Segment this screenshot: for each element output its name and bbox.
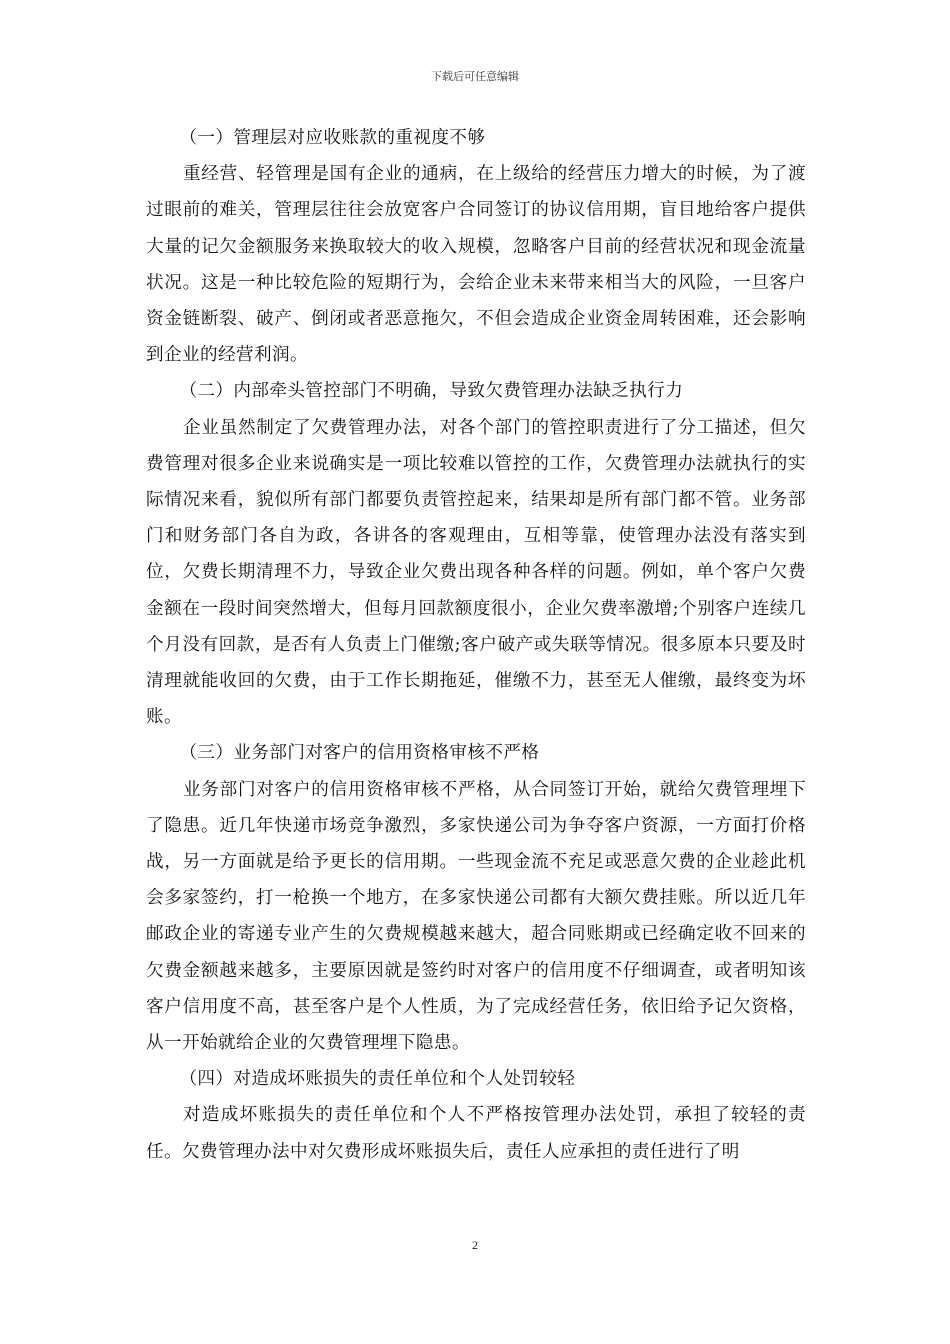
section-heading-3: （三）业务部门对客户的信用资格审核不严格 <box>179 743 540 764</box>
page-number: 2 <box>472 1238 478 1252</box>
section-paragraph-2: 企业虽然制定了欠费管理办法，对各个部门的管控职责进行了分工描述，但欠费管理对很多企业来说确实是一项比较难以管控的工作，欠费管理办法就执行的实际情况来看，貌似所有部门都要负责管控起来，结果却是所有部门都不管。业务部门和财务部门各自为政，各讲各的客观理由，互相等靠，使管理办法没有落实到位，欠费长期清理不力，导致企业欠费出现各种各样的问题。例如，单个客户欠费金额在一段时间突然增大，但每月回款额度很小，企业欠费率激增;个别客户连续几个月没有回款，是否有人负责上门催缴;客户破产或失联等情况。很多原本只要及时清理就能收回的欠费，由于工作长期拖延，催缴不力，甚至无人催缴，最终变为坏账。 <box>146 417 806 728</box>
section-paragraph-3: 业务部门对客户的信用资格审核不严格，从合同签订开始，就给欠费管理埋下了隐患。近几年快递市场竞争激烈，多家快递公司为争夺客户资源，一方面打价格战，另一方面就是给予更长的信用期。一些现金流不充足或恶意欠费的企业趁此机会多家签约，打一枪换一个地方，在多家快递公司都有大额欠费挂账。所以近几年邮政企业的寄递专业产生的欠费规模越来越大，超合同账期或已经确定收不回来的欠费金额越来越多，主要原因就是签约时对客户的信用度不仔细调查，或者明知该客户信用度不高，甚至客户是个人性质，为了完成经营任务，依旧给予记欠资格，从一开始就给企业的欠费管理埋下隐患。 <box>146 779 806 1054</box>
section-heading-2: （二）内部牵头管控部门不明确，导致欠费管理办法缺乏执行力 <box>179 381 684 402</box>
section-heading-4: （四）对造成坏账损失的责任单位和个人处罚较轻 <box>179 1069 576 1090</box>
document-body <box>146 120 806 1170</box>
page-header: 下载后可任意编辑 <box>431 70 519 83</box>
section-heading-1: （一）管理层对应收账款的重视度不够 <box>179 128 486 148</box>
section-paragraph-1: 重经营、轻管理是国有企业的通病，在上级给的经营压力增大的时候，为了渡过眼前的难关，管理层往往会放宽客户合同签订的协议信用期，盲目地给客户提供大量的记欠金额服务来换取较大的收入规模，忽略客户目前的经营状况和现金流量状况。这是一种比较危险的短期行为，会给企业未来带来相当大的风险，一旦客户资金链断裂、破产、倒闭或者恶意拖欠，不但会造成企业资金周转困难，还会影响到企业的经营利润。 <box>146 164 806 366</box>
section-paragraph-4: 对造成坏账损失的责任单位和个人不严格按管理办法处罚，承担了较轻的责任。欠费管理办法中对欠费形成坏账损失后，责任人应承担的责任进行了明 <box>146 1105 806 1162</box>
